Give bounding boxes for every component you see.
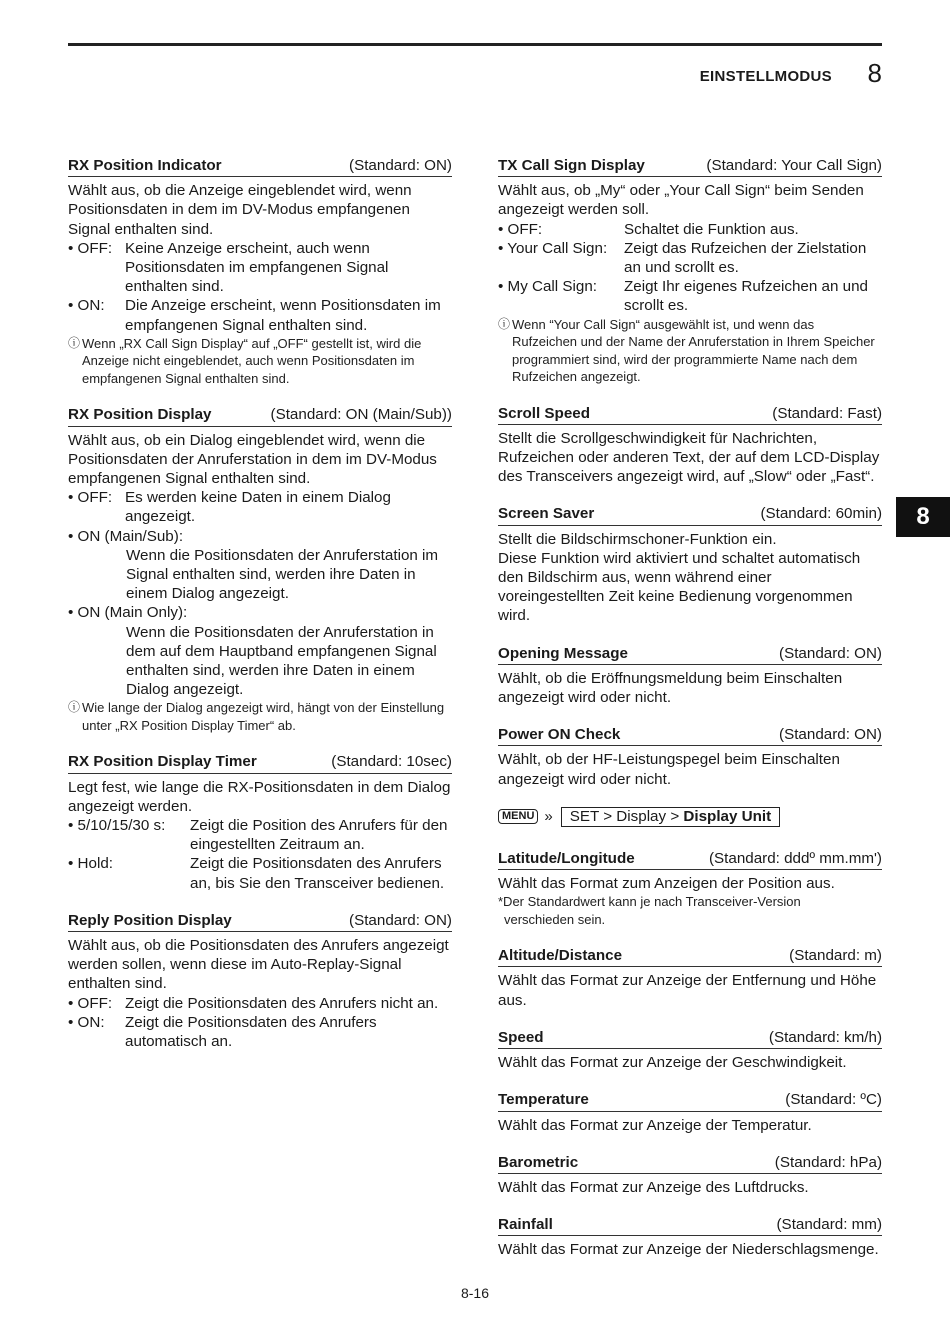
section-text: Wählt aus, ob „My“ oder „Your Call Sign“ beim Senden angezeigt werden soll. [498, 182, 864, 219]
section-heading [498, 1215, 882, 1236]
section-barometric [498, 1153, 882, 1197]
section-default: (Standard: ON) [779, 644, 882, 662]
note [68, 335, 452, 388]
section-heading [498, 156, 882, 177]
section-screen-saver [498, 504, 882, 625]
section-default: (Standard: Your Call Sign) [706, 157, 882, 174]
section-text: Wählt das Format zur Anzeige der Entfernung und Höhe aus. [498, 972, 877, 1009]
option-desc: Zeigt die Positionsdaten des Anrufers automatisch an. [125, 1013, 377, 1051]
section-title: Altitude/Distance [498, 947, 623, 965]
section-title: Screen Saver [498, 505, 595, 523]
section-heading [498, 725, 882, 746]
section-text: Stellt die Scrollgeschwindigkeit für Nachrichten, Rufzeichen oder anderen Text, der auf dem LCD-Display des Transceivers angezeigt wird, auf „Slow“ oder „Fast“. [498, 429, 880, 486]
section-default: (Standard: mm) [776, 1216, 882, 1234]
chapter-number: 8 [867, 58, 882, 88]
section-default: (Standard: Fast) [772, 404, 882, 422]
menu-path-line [498, 807, 882, 827]
chapter-side-tab: 8 [896, 497, 950, 537]
section-text: Wählt, ob die Eröffnungsmeldung beim Einschalten angezeigt wird oder nicht. [498, 669, 843, 707]
option-desc: Es werden keine Daten in einem Dialog angezeigt. [125, 489, 391, 526]
option-desc: Zeigt die Positionsdaten des Anrufers nicht an. [125, 994, 439, 1012]
option-desc: Wenn die Positionsdaten der Anruferstation in dem auf dem Hauptband empfangenen Signal enthalten sind, werden ihre Daten in einem Dialog angezeigt. [126, 623, 437, 699]
section-heading [498, 946, 882, 967]
section-latitude-longitude [498, 849, 882, 928]
section-title: Reply Position Display [68, 911, 232, 929]
section-heading [498, 1090, 882, 1111]
section-heading [498, 1028, 882, 1049]
header-rule [68, 43, 882, 46]
note-text: Wie lange der Dialog angezeigt wird, hängt von der Einstellung unter „RX Position Display Timer“ ab. [82, 700, 445, 733]
section-heading [498, 504, 882, 525]
section-default: (Standard: m) [789, 947, 882, 965]
section-heading [68, 752, 452, 773]
section-reply-position-display [68, 911, 452, 1051]
section-heading [68, 911, 452, 932]
footnote-line: *Der Standardwert kann je nach Transceiver-Version [498, 894, 801, 910]
section-default: (Standard: ºC) [785, 1091, 882, 1109]
section-default: (Standard: 60min) [760, 505, 882, 523]
option-item [68, 816, 452, 854]
section-default: (Standard: 10sec) [331, 753, 452, 771]
section-default: (Standard: ON) [779, 726, 882, 744]
info-icon: ⓘ [68, 335, 81, 350]
section-text: Diese Funktion wird aktiviert und schaltet automatisch den Bildschirm aus, wenn während einer voreingestellten Zeit keine Bedienung vorgenommen wird. [498, 549, 861, 625]
option-item [68, 488, 452, 526]
option-item [68, 603, 452, 699]
section-text: Wählt das Format zur Anzeige der Niederschlagsmenge. [498, 1241, 879, 1259]
section-opening-message [498, 644, 882, 708]
section-heading [498, 1153, 882, 1174]
left-column [68, 156, 452, 1069]
note-text: Wenn “Your Call Sign“ ausgewählt ist, und wenn das Rufzeichen und der Name der Anruferstation in Ihrem Speicher programmiert sind, wird der programmierte Name nach dem Rufzeichen angezeigt. [512, 316, 875, 385]
option-desc: Zeigt Ihr eigenes Rufzeichen an und scrollt es. [624, 278, 869, 315]
note-text: Wenn „RX Call Sign Display“ auf „OFF“ gestellt ist, wird die Anzeige nicht eingeblendet, auch wenn Positionsdaten im empfangenen Signal enthalten sind. [82, 335, 422, 386]
section-title: Speed [498, 1028, 544, 1046]
note [498, 316, 882, 386]
section-default: (Standard: ON) [349, 157, 452, 174]
section-rx-position-display-timer [68, 752, 452, 892]
section-tx-call-sign-display [498, 156, 882, 386]
info-icon: ⓘ [68, 700, 81, 715]
option-desc: Wenn die Positionsdaten der Anruferstation im Signal enthalten sind, werden ihre Daten in einem Dialog angezeigt. [126, 546, 439, 603]
section-title: Power ON Check [498, 726, 621, 744]
section-text: Wählt aus, ob die Anzeige eingeblendet wird, wenn Positionsdaten in dem im DV-Modus empfangenen Signal enthalten sind. [68, 182, 412, 238]
option-key: • OFF: [68, 489, 113, 507]
section-text: Wählt das Format zur Anzeige der Temperatur. [498, 1116, 812, 1134]
section-rx-position-indicator [68, 156, 452, 387]
menu-path-target: Display Unit [683, 807, 772, 825]
section-title: RX Position Display [68, 406, 212, 424]
menu-path-text: SET > Display > [569, 807, 684, 825]
section-text: Stellt die Bildschirmschoner-Funktion ein. [498, 530, 777, 548]
section-heading [68, 405, 452, 426]
option-item [498, 277, 882, 315]
section-heading [498, 404, 882, 425]
section-text: Legt fest, wie lange die RX-Positionsdaten in dem Dialog angezeigt werden. [68, 778, 451, 815]
section-scroll-speed [498, 404, 882, 487]
note [68, 699, 452, 734]
option-item [68, 994, 452, 1013]
option-key: • OFF: [68, 994, 113, 1012]
section-heading [498, 849, 882, 870]
section-title: RX Position Indicator [68, 157, 222, 174]
section-text: Wählt, ob der HF-Leistungspegel beim Einschalten angezeigt wird oder nicht. [498, 751, 840, 788]
option-desc: Zeigt das Rufzeichen der Zielstation an und scrollt es. [624, 239, 867, 277]
section-rainfall [498, 1215, 882, 1259]
info-icon: ⓘ [498, 316, 511, 331]
section-title: RX Position Display Timer [68, 753, 257, 771]
section-heading [498, 644, 882, 665]
right-column [498, 156, 882, 1278]
option-key: • My Call Sign: [498, 278, 598, 296]
section-rx-position-display [68, 405, 452, 734]
section-speed [498, 1028, 882, 1072]
section-title: Rainfall [498, 1216, 553, 1234]
section-default: (Standard: km/h) [768, 1028, 882, 1046]
option-item [68, 239, 452, 297]
section-title: Latitude/Longitude [498, 849, 635, 867]
section-title: Temperature [498, 1091, 589, 1109]
footnote-line: verschieden sein. [504, 911, 606, 927]
section-default: (Standard: hPa) [774, 1153, 882, 1171]
section-title: Barometric [498, 1153, 579, 1171]
option-item [68, 527, 452, 604]
option-item [68, 1013, 452, 1051]
section-heading [68, 156, 452, 177]
option-key: • Your Call Sign: [498, 239, 608, 257]
option-item [498, 220, 882, 239]
menu-arrow: » [544, 808, 553, 826]
menu-key-icon: MENU [498, 809, 538, 824]
section-text: Wählt das Format zur Anzeige der Geschwindigkeit. [498, 1054, 847, 1072]
section-text: Wählt das Format zum Anzeigen der Position aus. [498, 875, 835, 893]
option-key: • ON: [68, 1013, 105, 1031]
option-key: • Hold: [68, 855, 113, 873]
menu-path-box [561, 807, 780, 827]
section-title: Scroll Speed [498, 404, 591, 422]
option-key: • ON (Main/Sub): [68, 527, 184, 545]
section-default: (Standard: ON) [349, 911, 452, 929]
option-desc: Zeigt die Positionsdaten des Anrufers an, bis Sie den Transceiver bedienen. [190, 855, 445, 892]
option-item [68, 854, 452, 892]
section-power-on-check [498, 725, 882, 789]
option-desc: Die Anzeige erscheint, wenn Positionsdaten im empfangenen Signal enthalten sind. [125, 297, 441, 334]
section-title: TX Call Sign Display [498, 157, 645, 174]
section-default: (Standard: dddº mm.mm') [708, 849, 882, 867]
option-key: • OFF: [498, 220, 543, 238]
option-item [68, 296, 452, 334]
option-item [498, 239, 882, 277]
option-key: • OFF: [68, 239, 113, 257]
option-desc: Schaltet die Funktion aus. [624, 220, 799, 238]
section-default: (Standard: ON (Main/Sub)) [270, 406, 452, 424]
option-key: • 5/10/15/30 s: [68, 816, 166, 834]
section-title: Opening Message [498, 644, 628, 662]
page-number: 8-16 [460, 1285, 490, 1301]
chapter-title: EINSTELLMODUS [699, 68, 832, 85]
section-text: Wählt das Format zur Anzeige des Luftdrucks. [498, 1178, 809, 1196]
section-temperature [498, 1090, 882, 1134]
section-text: Wählt aus, ob ein Dialog eingeblendet wird, wenn die Positionsdaten der Anruferstation in dem im DV-Modus empfangenen Signal enthalten sind. [68, 431, 437, 487]
section-text: Wählt aus, ob die Positionsdaten des Anrufers angezeigt werden sollen, wenn diese im Auto-Replay-Signal enthalten sind. [68, 937, 449, 993]
section-altitude-distance [498, 946, 882, 1010]
option-key: • ON (Main Only): [68, 604, 188, 622]
option-key: • ON: [68, 297, 105, 315]
footnote [498, 893, 882, 928]
option-desc: Zeigt die Position des Anrufers für den eingestellten Zeitraum an. [190, 816, 448, 854]
option-desc: Keine Anzeige erscheint, auch wenn Positionsdaten im empfangenen Signal enthalten sind. [125, 239, 389, 296]
